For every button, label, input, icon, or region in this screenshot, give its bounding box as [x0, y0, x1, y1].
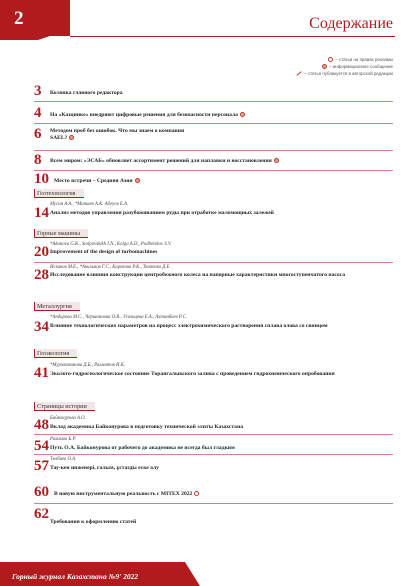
entry-authors: Байконурова А.О.	[50, 416, 86, 421]
entry-page-number: 10	[34, 171, 49, 187]
header-rule	[70, 36, 395, 37]
entry-authors: *Мурзатканова Д.Б., Рахматов И.К.	[50, 363, 126, 368]
entry-title: Колонка главного редактора	[50, 90, 123, 96]
entry-authors: Рахимов Б.Р.	[50, 437, 77, 442]
entry-title: Тау-кен инженері, ғалым, ұстазды еске алу	[50, 465, 159, 471]
divider	[34, 262, 393, 263]
entry-title: В новую инструментальную реальность с MITEX 2022	[54, 491, 393, 498]
divider	[34, 503, 393, 504]
toc-entry-10[interactable]	[34, 172, 393, 188]
page-number-banner	[0, 0, 70, 40]
toc-entry-8[interactable]	[34, 153, 393, 169]
entry-page-number: 28	[34, 267, 49, 283]
entry-page-number: 3	[34, 83, 42, 99]
toc-entry-20[interactable]	[34, 242, 393, 260]
divider	[34, 434, 393, 435]
legend-item-author: – статья публикуется в авторской редакции	[296, 70, 393, 77]
entry-page-number: 57	[34, 458, 49, 474]
section-geotechnology: Геотехнология	[34, 189, 84, 198]
legend	[296, 56, 393, 77]
divider	[34, 454, 393, 455]
entry-page-number: 62	[34, 506, 49, 522]
advert-marker-icon	[135, 178, 140, 183]
entry-page-number: 60	[34, 484, 49, 500]
entry-page-number: 14	[34, 205, 49, 221]
entry-title: Эколого-гидрогеологическое состояние Торангалыкского залива с проведением гидрохимического опробования	[50, 371, 335, 377]
entry-authors: *Андарова М.С., Чершнинова О.В., Усольцева Е.А., Ахтанбаев Р.С.	[50, 315, 187, 320]
entry-page-number: 4	[34, 105, 42, 121]
entry-title: Всем миром: «ЭСАБ» обновляет ассортимент решений для наплавки и восстановления	[50, 158, 393, 165]
entry-authors: Мусин А.А., *Матаев А.К. Абеуов Е.А.	[50, 202, 129, 207]
toc-entry-34[interactable]	[34, 315, 393, 341]
entry-page-number: 8	[34, 152, 42, 168]
entry-title: Требования к оформлению статей	[50, 519, 137, 525]
toc-entry-62[interactable]	[34, 507, 393, 525]
toc-entry-4[interactable]	[34, 106, 393, 122]
entry-title: Анализ методов управления разубоживанием руды при отработке маломощных залежей	[50, 210, 274, 216]
entry-title: Место встречи – Средняя Азия	[54, 178, 393, 185]
toc-entry-41[interactable]	[34, 363, 393, 389]
toc-entry-60[interactable]	[34, 485, 393, 501]
divider	[34, 101, 393, 102]
entry-page-number: 48	[34, 417, 49, 433]
entry-page-number: 41	[34, 365, 49, 381]
section-metallurgy: Металлургия	[34, 302, 80, 311]
advert-marker-icon	[69, 135, 74, 140]
entry-title: Вклад академика Байконурова в подготовку технической элиты Казахстана	[50, 424, 244, 430]
entry-page-number: 20	[34, 244, 49, 260]
entry-title: Методом проб без ошибок. Что мы знаем о компании SAEL?	[50, 128, 185, 141]
advert-marker-icon	[240, 112, 245, 117]
entry-title: На «Казцинке» внедряют цифровые решения для безопасности персонала	[50, 112, 393, 119]
toc-entry-3[interactable]	[34, 84, 393, 100]
entry-title: Исследование влияния конструкции центробежного колеса на напорные характеристики многоступенчатого насоса	[50, 272, 346, 278]
entry-title: Путь О.А. Байконурова от рабочего до академика не всегда был гладким	[50, 445, 235, 451]
page-title: Содержание	[309, 15, 393, 32]
footer-journal-name: Горный журнал Казахстана №9' 2022	[12, 572, 139, 581]
toc-entry-48[interactable]	[34, 416, 393, 436]
entry-authors: *Akanova G.K., Stolpovskikh I.N., Kolga A.D., Podbelskov S.V.	[50, 242, 172, 247]
section-geoecology: Геоэкология	[34, 349, 77, 358]
toc-entry-57[interactable]	[34, 457, 393, 477]
entry-authors: Төлбаев О.А.	[50, 457, 77, 462]
entry-page-number: 34	[34, 319, 49, 335]
divider	[34, 150, 393, 151]
page-number: 2	[14, 8, 24, 29]
entry-title: Improvement of the design of turbomachines	[50, 249, 158, 255]
divider	[34, 123, 393, 124]
advert-marker-icon	[274, 158, 279, 163]
toc-entry-14[interactable]	[34, 202, 393, 222]
toc-entry-6[interactable]	[34, 127, 393, 149]
entry-authors: Искаков М.Е., *Акильнов Г.С., Карнелов Р.К., Ткаченко Д.Е.	[50, 265, 171, 270]
entry-page-number: 54	[34, 438, 49, 454]
entry-title: Влияние технологических параметров на процесс электрохимического растворения сплава олова со свинцом	[50, 323, 328, 329]
advert-marker-icon	[328, 57, 333, 62]
legend-item-advert: – статьи на правах рекламы	[296, 56, 393, 63]
section-mining-machines: Горные машины	[34, 229, 88, 238]
info-marker-icon	[194, 491, 199, 496]
section-history: Страницы истории	[34, 402, 95, 411]
legend-item-info: – информационное сообщение	[296, 63, 393, 70]
entry-page-number: 6	[34, 126, 42, 142]
info-marker-icon	[322, 64, 327, 69]
toc-entry-28[interactable]	[34, 265, 393, 291]
author-marker-icon	[297, 72, 302, 77]
divider	[34, 170, 393, 171]
